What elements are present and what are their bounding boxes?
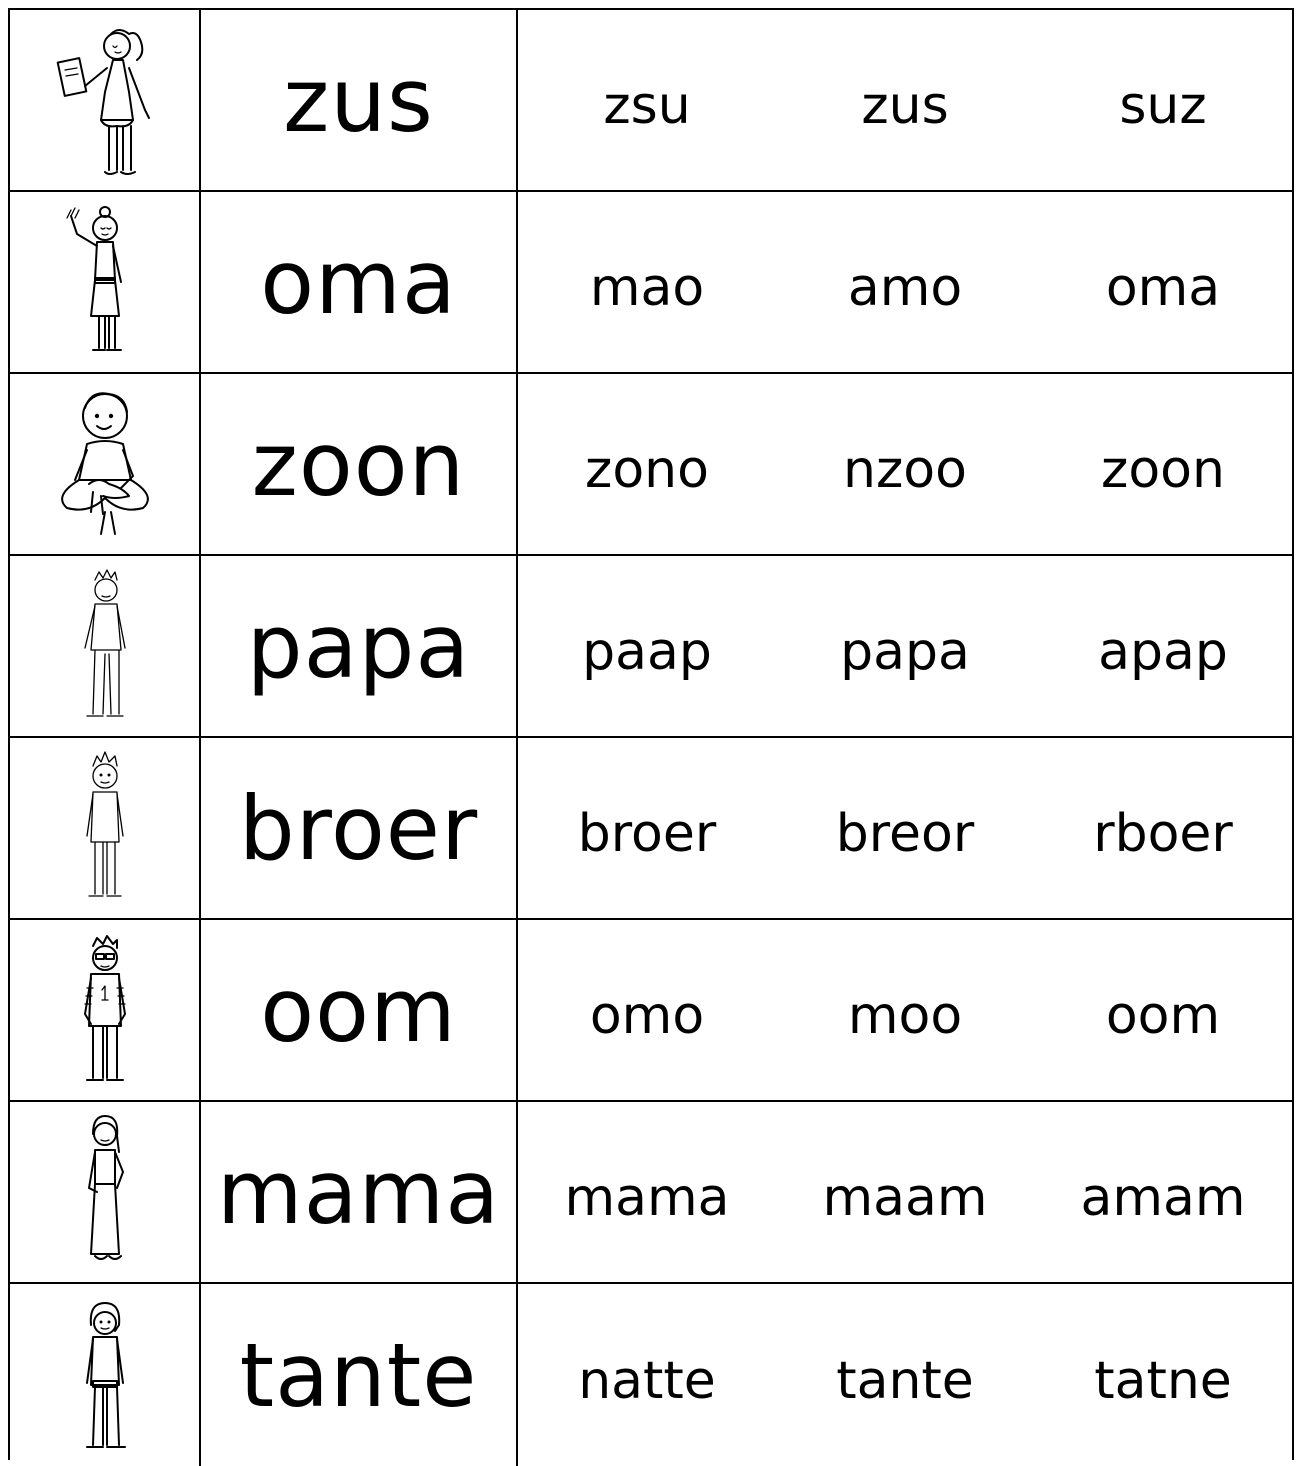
option-1[interactable]: natte <box>578 1351 716 1411</box>
worksheet-row-mama <box>10 1102 1292 1284</box>
worksheet-row-oom <box>10 920 1292 1102</box>
option-3[interactable]: suz <box>1119 76 1207 136</box>
girl-holding-paper-icon <box>45 20 165 180</box>
option-3[interactable]: rboer <box>1093 804 1233 864</box>
target-word: zus <box>201 10 518 190</box>
brother-standing-icon <box>45 748 165 908</box>
picture-cell <box>10 1284 201 1466</box>
option-group <box>518 920 1292 1100</box>
option-group <box>518 1102 1292 1282</box>
option-2[interactable]: zus <box>861 76 949 136</box>
target-word: oma <box>201 192 518 372</box>
target-word: mama <box>201 1102 518 1282</box>
worksheet-row-papa <box>10 556 1292 738</box>
option-2[interactable]: maam <box>822 1168 988 1228</box>
option-1[interactable]: paap <box>582 622 712 682</box>
worksheet-row-tante <box>10 1284 1292 1466</box>
option-group <box>518 192 1292 372</box>
target-word: tante <box>201 1284 518 1466</box>
option-1[interactable]: mama <box>564 1168 730 1228</box>
picture-cell <box>10 556 201 736</box>
picture-cell <box>10 192 201 372</box>
grandmother-waving-icon <box>45 202 165 362</box>
option-2[interactable]: papa <box>840 622 970 682</box>
option-group <box>518 10 1292 190</box>
boy-sitting-with-dog-icon <box>45 384 165 544</box>
target-word: oom <box>201 920 518 1100</box>
worksheet-row-zoon <box>10 374 1292 556</box>
option-group <box>518 374 1292 554</box>
option-1[interactable]: zsu <box>603 76 691 136</box>
target-word: broer <box>201 738 518 918</box>
option-3[interactable]: tatne <box>1094 1351 1232 1411</box>
worksheet-row-zus <box>10 10 1292 192</box>
aunt-standing-icon <box>45 1295 165 1455</box>
uncle-with-glasses-icon <box>45 930 165 1090</box>
option-2[interactable]: nzoo <box>843 440 967 500</box>
option-1[interactable]: broer <box>577 804 717 864</box>
option-2[interactable]: tante <box>836 1351 974 1411</box>
option-3[interactable]: oma <box>1105 258 1221 318</box>
option-3[interactable]: apap <box>1098 622 1228 682</box>
option-3[interactable]: zoon <box>1101 440 1225 500</box>
picture-cell <box>10 1102 201 1282</box>
option-3[interactable]: amam <box>1080 1168 1246 1228</box>
option-3[interactable]: oom <box>1105 986 1221 1046</box>
option-2[interactable]: amo <box>847 258 963 318</box>
worksheet-row-broer <box>10 738 1292 920</box>
picture-cell <box>10 738 201 918</box>
option-1[interactable]: mao <box>589 258 705 318</box>
picture-cell <box>10 10 201 190</box>
option-group <box>518 1284 1292 1466</box>
option-group <box>518 738 1292 918</box>
picture-cell <box>10 374 201 554</box>
option-2[interactable]: moo <box>847 986 963 1046</box>
target-word: papa <box>201 556 518 736</box>
picture-cell <box>10 920 201 1100</box>
option-group <box>518 556 1292 736</box>
option-1[interactable]: omo <box>589 986 705 1046</box>
option-1[interactable]: zono <box>585 440 709 500</box>
father-standing-icon <box>45 566 165 726</box>
mother-long-skirt-icon <box>45 1112 165 1272</box>
option-2[interactable]: breor <box>835 804 975 864</box>
word-worksheet-table <box>8 8 1294 1460</box>
worksheet-row-oma <box>10 192 1292 374</box>
target-word: zoon <box>201 374 518 554</box>
